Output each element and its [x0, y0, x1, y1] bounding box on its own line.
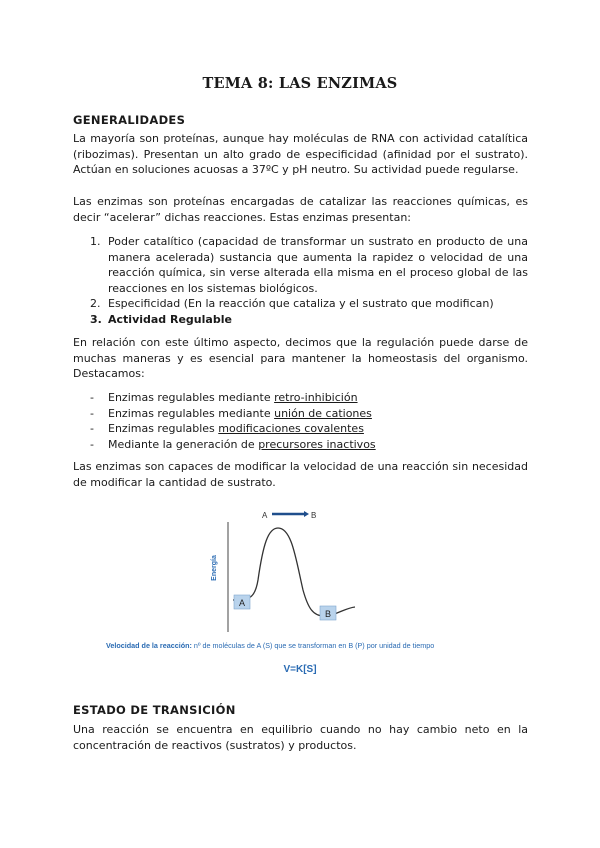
list-marker: - [90, 406, 94, 420]
list-item-link[interactable]: modificaciones covalentes [218, 422, 364, 435]
energy-diagram [100, 500, 500, 685]
energy-curve [233, 528, 355, 616]
section-heading-generalidades: GENERALIDADES [73, 113, 186, 127]
energy-diagram-svg [100, 500, 500, 685]
list-marker: 3. [90, 312, 102, 326]
dash-list [90, 390, 376, 452]
list-item-prefix: Enzimas regulables [108, 422, 219, 435]
paragraph-equilibrium: Una reacción se encuentra en equilibrio cuando no hay cambio neto en la concentración de reactivos (sustratos) y productos. [73, 723, 528, 752]
velocity-formula: V=K[S] [283, 664, 317, 675]
product-label: B [324, 609, 332, 619]
list-item [90, 296, 528, 312]
list-marker: - [90, 422, 94, 435]
paragraph-velocity: Las enzimas son capaces de modificar la velocidad de una reacción sin necesidad de modificar la cantidad de sustrato. [73, 460, 528, 489]
paragraph-regulation: En relación con este último aspecto, decimos que la regulación puede darse de muchas maneras y es esencial para mantener la homeostasis del organismo. Destacamos: [73, 336, 528, 380]
list-item [90, 234, 528, 296]
list-item-link[interactable]: unión de cationes [274, 406, 372, 420]
list-item [90, 421, 376, 437]
list-item-prefix: Enzimas regulables mediante [108, 391, 275, 404]
list-marker: 2. [90, 297, 101, 310]
list-item [90, 406, 376, 422]
paragraph-intro: La mayoría son proteínas, aunque hay moléculas de RNA con actividad catalítica (ribozimas). Presentan un alto grado de especificidad (afinidad por el sustrato). Actúan en soluciones acuosas a 37ºC y pH neutro. Su actividad puede regularse. [73, 132, 528, 176]
arrowhead-icon [304, 511, 309, 517]
page-title: TEMA 8: LAS ENZIMAS [202, 75, 398, 92]
list-item-prefix: Mediante la generación de [108, 437, 259, 451]
arrow-label-a: A [262, 511, 268, 520]
list-marker: - [90, 391, 94, 404]
list-item-text: Poder catalítico (capacidad de transformar un sustrato en producto de una manera acelerada) sustancia que aumenta la rapidez o velocidad de una reacción química, sin verse alterada ella misma en el proceso global de las reacciones en los sistemas biológicos. [108, 235, 528, 295]
arrow-label-b: B [311, 511, 317, 520]
list-item [90, 437, 376, 453]
list-marker: - [90, 437, 94, 451]
list-item-link[interactable]: retro-inhibición [274, 391, 358, 404]
paragraph-enzymes-definition: Las enzimas son proteínas encargadas de catalizar las reacciones químicas, es decir “acelerar” dichas reacciones. Estas enzimas presentan: [73, 195, 528, 224]
caption-rest: nº de moléculas de A (S) que se transforman en B (P) por unidad de tiempo [191, 641, 435, 650]
caption-bold: Velocidad de la reacción: [106, 641, 192, 650]
figure-caption [106, 641, 434, 650]
list-item [90, 390, 376, 406]
list-item [90, 312, 528, 328]
list-item-link[interactable]: precursores inactivos [258, 437, 376, 451]
list-marker: 1. [90, 235, 101, 248]
numbered-list [90, 234, 528, 327]
list-item-text: Actividad Regulable [108, 312, 232, 326]
reactant-label: A [238, 598, 246, 608]
y-axis-label: Energía [211, 555, 218, 581]
list-item-text: Especificidad (En la reacción que cataliza y el sustrato que modifican) [108, 297, 494, 310]
list-item-prefix: Enzimas regulables mediante [108, 406, 275, 420]
section-heading-estado: ESTADO DE TRANSICIÓN [73, 703, 236, 717]
